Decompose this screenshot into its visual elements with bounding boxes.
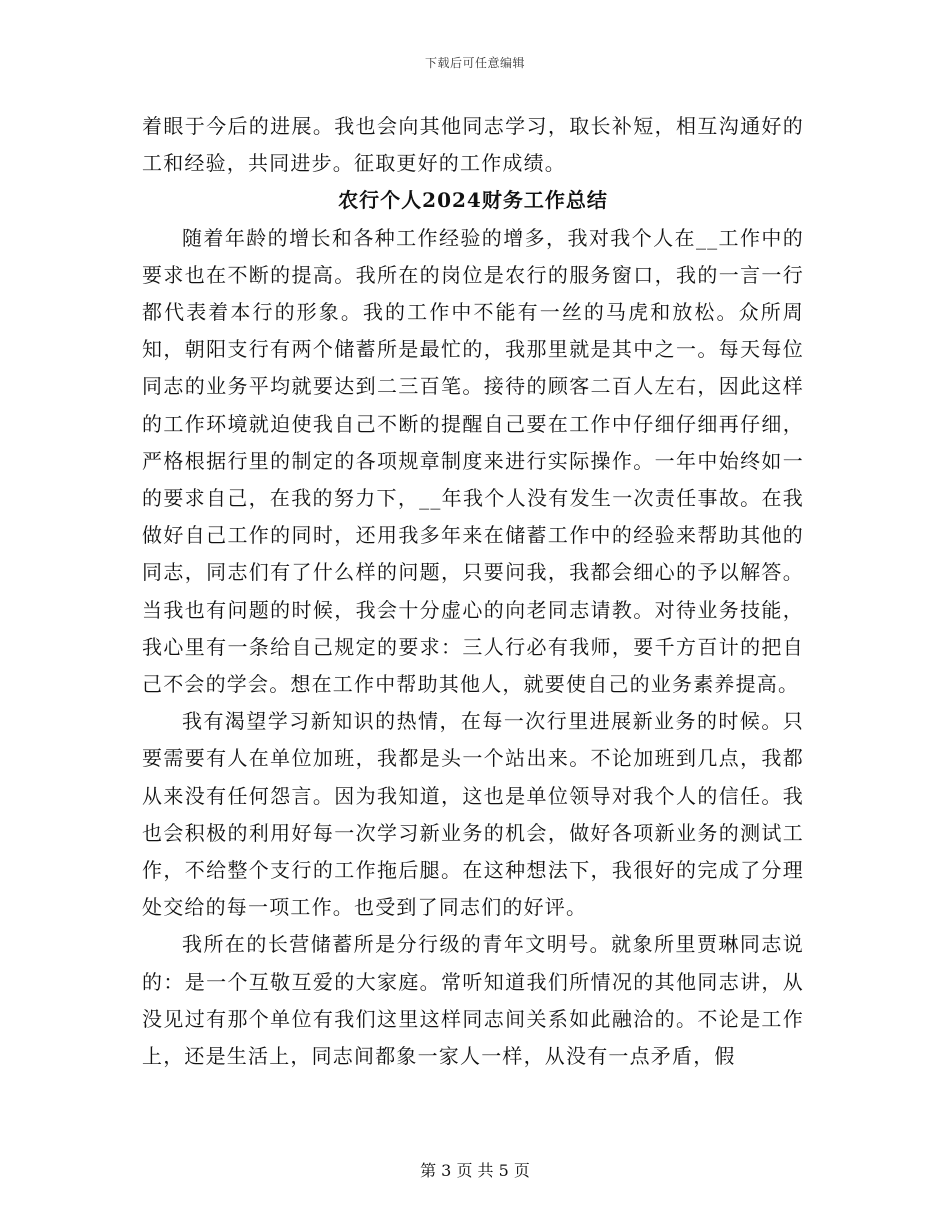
page-header: 下载后可任意编辑 [424, 56, 525, 70]
body-paragraph: 我有渴望学习新知识的热情，在每一次行里进展新业务的时候。只要需要有人在单位加班，我都是头一个站出来。不论加班到几点，我都从来没有任何怨言。因为我知道，这也是单位领导对我个人的信任。我也会积极的利用好每一次学习新业务的机会，做好各项新业务的测试工作，不给整个支行的工作拖后腿。在这种想法下，我很好的完成了分理处交给的每一项工作。也受到了同志们的好评。 [142, 709, 804, 920]
document-body [142, 108, 804, 1075]
continuation-paragraph: 着眼于今后的进展。我也会向其他同志学习，取长补短，相互沟通好的工和经验，共同进步。征取更好的工作成绩。 [142, 114, 804, 176]
body-paragraph: 随着年龄的增长和各种工作经验的增多，我对我个人在__工作中的要求也在不断的提高。我所在的岗位是农行的服务窗口，我的一言一行都代表着本行的形象。我的工作中不能有一丝的马虎和放松。众所周知，朝阳支行有两个储蓄所是最忙的，我那里就是其中之一。每天每位同志的业务平均就要达到二三百笔。接待的顾客二百人左右，因此这样的工作环境就迫使我自己不断的提醒自己要在工作中仔细仔细再仔细，严格根据行里的制定的各项规章制度来进行实际操作。一年中始终如一的要求自己，在我的努力下，__年我个人没有发生一次责任事故。在我做好自己工作的同时，还用我多年来在储蓄工作中的经验来帮助其他的同志，同志们有了什么样的问题，只要问我，我都会细心的予以解答。当我也有问题的时候，我会十分虚心的向老同志请教。对待业务技能，我心里有一条给自己规定的要求：三人行必有我师，要千方百计的把自己不会的学会。想在工作中帮助其他人，就要使自己的业务素养提高。 [142, 225, 804, 697]
page-number: 第 3 页 共 5 页 [420, 1161, 530, 1180]
document-title: 农行个人2024财务工作总结 [338, 188, 608, 213]
body-paragraph: 我所在的长营储蓄所是分行级的青年文明号。就象所里贾琳同志说的：是一个互敬互爱的大家庭。常听知道我们所情况的其他同志讲，从没见过有那个单位有我们这里这样同志间关系如此融洽的。不论是工作上，还是生活上，同志间都象一家人一样，从没有一点矛盾，假 [142, 932, 804, 1069]
